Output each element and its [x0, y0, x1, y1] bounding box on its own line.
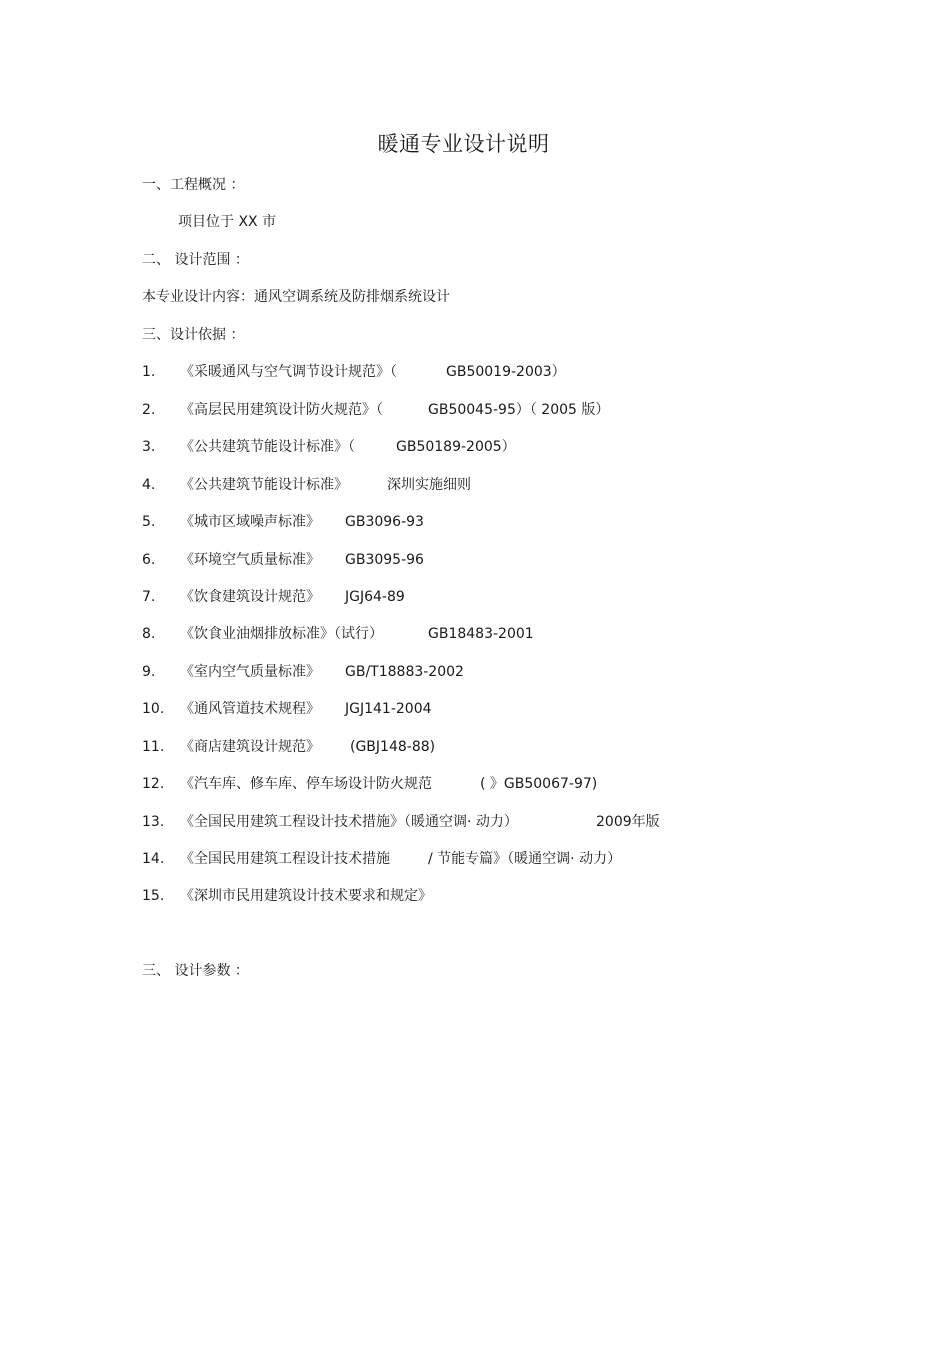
reference-code: GB/T18883-2002	[345, 664, 464, 680]
reference-item	[142, 551, 320, 569]
reference-code: / 节能专篇》（暖通空调· 动力）	[428, 851, 622, 867]
reference-number: 13.	[142, 814, 165, 830]
reference-item	[142, 663, 320, 681]
reference-item	[142, 850, 390, 868]
reference-item	[142, 625, 383, 643]
reference-title: 《城市区域噪声标准》	[180, 514, 320, 530]
document-title: 暖通专业设计说明	[377, 132, 550, 156]
reference-item	[142, 813, 518, 831]
design-scope-text: 本专业设计内容：通风空调系统及防排烟系统设计	[142, 289, 450, 305]
reference-item	[142, 513, 320, 531]
reference-item	[142, 588, 320, 606]
section-heading-scope: 二、 设计范围 ：	[142, 252, 249, 268]
reference-title: 《公共建筑节能设计标准》	[180, 477, 348, 493]
reference-number: 1.	[142, 364, 156, 380]
section-heading-overview: 一、工程概况 ：	[142, 177, 245, 193]
reference-number: 5.	[142, 514, 156, 530]
reference-code: 2009年版	[596, 814, 660, 830]
reference-code: GB18483-2001	[428, 626, 534, 642]
reference-code: GB3096-93	[345, 514, 424, 530]
reference-item	[142, 363, 397, 381]
reference-number: 7.	[142, 589, 156, 605]
section-heading-basis: 三、设计依据 ：	[142, 327, 245, 343]
reference-number: 8.	[142, 626, 156, 642]
project-location-text: 项目位于 XX 市	[178, 214, 277, 230]
reference-title: 《饮食建筑设计规范》	[180, 589, 320, 605]
reference-number: 12.	[142, 776, 165, 792]
reference-title: 《公共建筑节能设计标准》（	[180, 439, 355, 455]
reference-code: ( 》GB50067-97)	[480, 776, 598, 792]
reference-code: GB50019-2003）	[446, 364, 566, 380]
reference-number: 6.	[142, 552, 156, 568]
reference-code: (GBJ148-88)	[350, 739, 436, 755]
reference-title: 《饮食业油烟排放标准》（试行）	[180, 626, 383, 642]
reference-code: JGJ64-89	[345, 589, 405, 605]
reference-code: GB3095-96	[345, 552, 424, 568]
reference-code: 深圳实施细则	[387, 477, 471, 493]
reference-number: 14.	[142, 851, 165, 867]
reference-title: 《高层民用建筑设计防火规范》（	[180, 402, 383, 418]
reference-item	[142, 775, 432, 793]
reference-number: 9.	[142, 664, 156, 680]
reference-number: 3.	[142, 439, 156, 455]
reference-code: JGJ141-2004	[345, 701, 432, 717]
reference-item	[142, 700, 320, 718]
reference-title: 《深圳市民用建筑设计技术要求和规定》	[180, 888, 432, 904]
reference-number: 10.	[142, 701, 165, 717]
reference-title: 《全国民用建筑工程设计技术措施	[180, 851, 390, 867]
reference-item	[142, 738, 320, 756]
reference-number: 11.	[142, 739, 165, 755]
reference-title: 《环境空气质量标准》	[180, 552, 320, 568]
reference-number: 4.	[142, 477, 156, 493]
reference-item	[142, 401, 383, 419]
section-heading-parameters: 三、 设计参数 ：	[142, 963, 249, 979]
reference-number: 2.	[142, 402, 156, 418]
reference-item	[142, 438, 355, 456]
reference-item	[142, 476, 348, 494]
reference-title: 《商店建筑设计规范》	[180, 739, 320, 755]
reference-item	[142, 887, 432, 905]
reference-code: GB50045-95）（ 2005 版）	[428, 402, 610, 418]
reference-title: 《采暖通风与空气调节设计规范》（	[180, 364, 397, 380]
reference-title: 《汽车库、修车库、停车场设计防火规范	[180, 776, 432, 792]
reference-title: 《全国民用建筑工程设计技术措施》（暖通空调· 动力）	[180, 814, 518, 830]
reference-number: 15.	[142, 888, 165, 904]
reference-title: 《通风管道技术规程》	[180, 701, 320, 717]
reference-code: GB50189-2005）	[396, 439, 516, 455]
reference-title: 《室内空气质量标准》	[180, 664, 320, 680]
